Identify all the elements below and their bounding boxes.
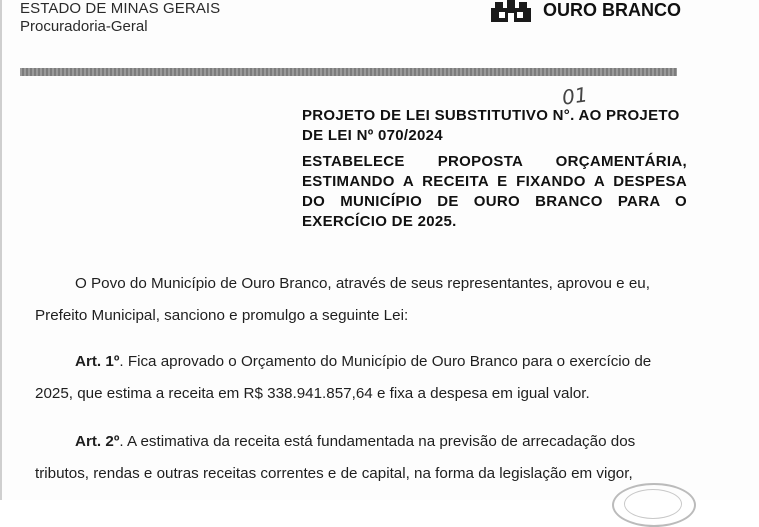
page-edge: [0, 0, 2, 500]
article-1-text: . Fica aprovado o Orçamento do Município de Ouro Branco para o exercício de: [119, 353, 652, 370]
city-coat-of-arms-icon: [489, 0, 533, 22]
bill-title-line1: PROJETO DE LEI SUBSTITUTIVO N°. AO PROJETO: [302, 107, 680, 124]
intro-line1: O Povo do Município de Ouro Branco, através de seus representantes, aprovou e eu,: [75, 275, 650, 292]
department-name: Procuradoria-Geral: [20, 18, 148, 35]
city-logo-text: OURO BRANCO: [543, 0, 681, 20]
article-1: [35, 346, 685, 410]
bill-summary: ESTABELECE PROPOSTA ORÇAMENTÁRIA, ESTIMANDO A RECEITA E FIXANDO A DESPESA DO MUNICÍPIO DE OURO BRANCO PARA O EXERCÍCIO DE 2025.: [302, 153, 687, 230]
article-1-line2: 2025, que estima a receita em R$ 338.941.857,64 e fixa a despesa em igual valor.: [35, 385, 590, 402]
article-2-text: . A estimativa da receita está fundamentada na previsão de arrecadação dos: [119, 433, 636, 450]
state-name: ESTADO DE MINAS GERAIS: [20, 0, 221, 17]
article-2-label: Art. 2º: [75, 433, 120, 450]
article-2-line1: [35, 426, 685, 458]
header-divider: [20, 68, 677, 76]
bill-title: [302, 106, 687, 146]
article-2: [35, 426, 685, 490]
article-2-line2: tributos, rendas e outras receitas correntes e de capital, na forma da legislação em vigor,: [35, 465, 633, 482]
intro-paragraph: [35, 268, 685, 332]
bill-title-line2: DE LEI Nº 070/2024: [302, 127, 443, 144]
intro-line2: Prefeito Municipal, sanciono e promulgo a seguinte Lei:: [35, 307, 409, 324]
article-1-line1: [35, 346, 685, 378]
official-stamp-inner: [624, 489, 682, 519]
handwritten-number: 01: [560, 82, 589, 110]
article-1-label: Art. 1º: [75, 353, 120, 370]
